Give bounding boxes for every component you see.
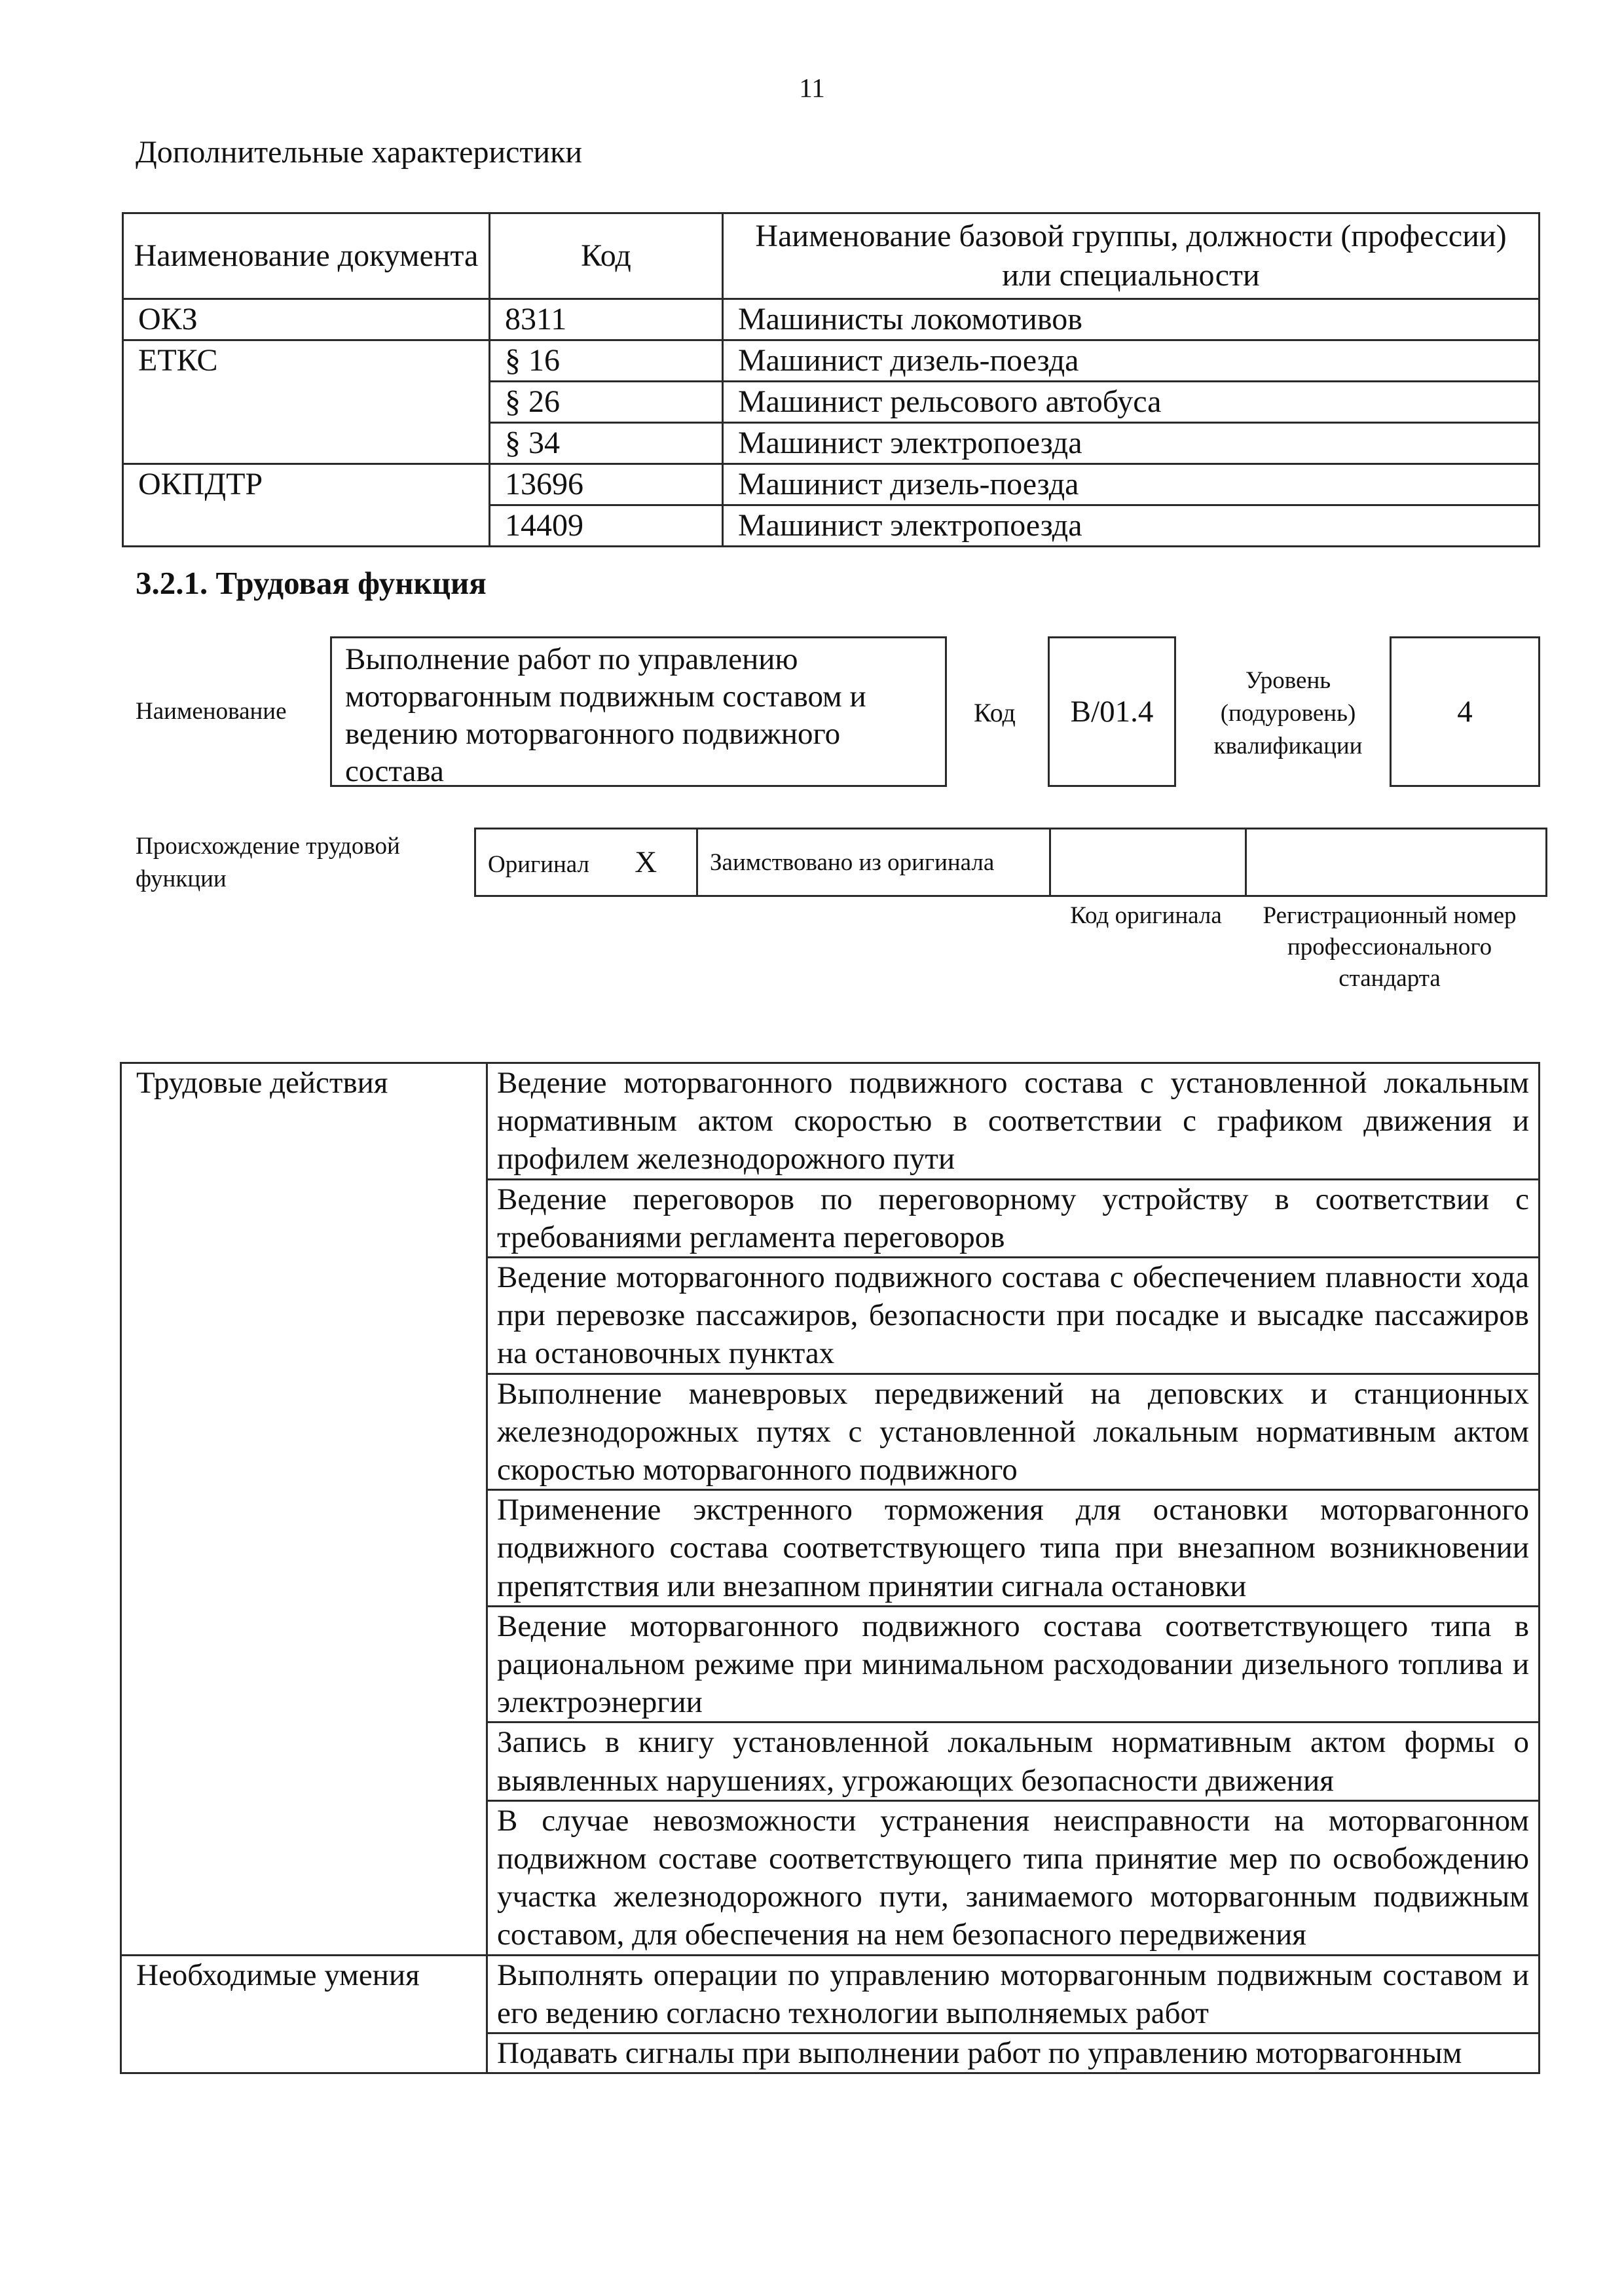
- labor-action-item: Выполнение маневровых передвижений на деповских и станционных железнодорожных путях с установленной локальным нормативным актом скоростью моторвагонного подвижного: [487, 1374, 1540, 1490]
- name-cell: Машинист дизель-поезда: [723, 340, 1540, 382]
- origin-label: [136, 830, 476, 896]
- doc-cell: ОКЗ: [123, 299, 490, 340]
- labor-action-item: Ведение моторвагонного подвижного состава с обеспечением плавности хода при перевозке пассажиров, безопасности при посадке и высадке пассажиров на остановочных пунктах: [487, 1258, 1540, 1374]
- origin-code-cell: [1050, 829, 1246, 896]
- origin-borrowed-cell: Заимствовано из оригинала: [697, 829, 1050, 896]
- labor-actions-label: Трудовые действия: [121, 1063, 487, 1956]
- table-row: [121, 1955, 1540, 2033]
- origin-original-label: Оригинал: [488, 851, 590, 878]
- header-document: Наименование документа: [123, 213, 490, 299]
- labor-action-item: В случае невозможности устранения неисправности на моторвагонном подвижном составе соответствующего типа принятие мер по освобождению участка железнодорожного пути, занимаемого моторвагонным подвижным составом, для обеспечения на нем безопасного передвижения: [487, 1800, 1540, 1955]
- skill-item: Подавать сигналы при выполнении работ по управлению моторвагонным: [487, 2033, 1540, 2073]
- table-row: [123, 464, 1540, 505]
- code-cell: § 34: [490, 423, 723, 464]
- origin-table: [474, 828, 1547, 897]
- name-cell: Машинист электропоезда: [723, 423, 1540, 464]
- table-row: [121, 1063, 1540, 1180]
- name-cell: Машинист рельсового автобуса: [723, 382, 1540, 423]
- function-code-label: Код: [974, 698, 1016, 727]
- name-cell: Машинисты локомотивов: [723, 299, 1540, 340]
- code-cell: § 26: [490, 382, 723, 423]
- origin-label-text: Происхождение трудовой функции: [136, 833, 400, 892]
- origin-x-mark: X: [635, 845, 657, 879]
- table-row: [123, 299, 1540, 340]
- page-number: 11: [799, 73, 825, 103]
- origin-reg-number-cell: [1246, 829, 1547, 896]
- table-row: [123, 340, 1540, 382]
- code-cell: § 16: [490, 340, 723, 382]
- labor-action-item: Применение экстренного торможения для остановки моторвагонного подвижного состава соответствующего типа при внезапном возникновении препятствия или внезапном принятии сигнала остановки: [487, 1490, 1540, 1607]
- qualification-level-value: 4: [1390, 636, 1540, 787]
- doc-cell: ОКПДТР: [123, 464, 490, 547]
- code-cell: 8311: [490, 299, 723, 340]
- labor-action-item: Ведение моторвагонного подвижного состава соответствующего типа в рациональном режиме при минимальном расходовании дизельного топлива и электроэнергии: [487, 1606, 1540, 1722]
- skills-label: Необходимые умения: [121, 1955, 487, 2073]
- origin-code-caption: Код оригинала: [1070, 902, 1222, 929]
- code-cell: 14409: [490, 505, 723, 547]
- code-cell: 13696: [490, 464, 723, 505]
- skill-item: Выполнять операции по управлению моторвагонным подвижным составом и его ведению согласно технологии выполняемых работ: [487, 1955, 1540, 2033]
- qualification-level-label: Уровень (подуровень) квалификации: [1213, 667, 1363, 759]
- function-name-label: Наименование: [136, 698, 287, 725]
- header-code: Код: [490, 213, 723, 299]
- additional-characteristics-table: [122, 212, 1540, 547]
- additional-characteristics-title: Дополнительные характеристики: [136, 135, 583, 170]
- table-header-row: [123, 213, 1540, 299]
- origin-original-cell: [475, 829, 697, 896]
- labor-action-item: Запись в книгу установленной локальным нормативным актом формы о выявленных нарушениях, угрожающих безопасности движения: [487, 1722, 1540, 1800]
- function-code-value: B/01.4: [1048, 636, 1176, 787]
- name-cell: Машинист дизель-поезда: [723, 464, 1540, 505]
- header-group-name: Наименование базовой группы, должности (профессии) или специальности: [723, 213, 1540, 299]
- function-name-value: Выполнение работ по управлению моторвагонным подвижным составом и ведению моторвагонного подвижного состава: [330, 636, 947, 787]
- labor-actions-table: [120, 1062, 1540, 2074]
- name-cell: Машинист электропоезда: [723, 505, 1540, 547]
- doc-cell: ЕТКС: [123, 340, 490, 464]
- origin-row: [475, 829, 1547, 896]
- labor-action-item: Ведение моторвагонного подвижного состава с установленной локальным нормативным актом скоростью в соответствии с графиком движения и профилем железнодорожного пути: [487, 1063, 1540, 1180]
- origin-reg-number-caption: Регистрационный номер профессионального стандарта: [1263, 902, 1517, 992]
- labor-action-item: Ведение переговоров по переговорному устройству в соответствии с требованиями регламента переговоров: [487, 1179, 1540, 1257]
- section-title: 3.2.1. Трудовая функция: [136, 565, 487, 601]
